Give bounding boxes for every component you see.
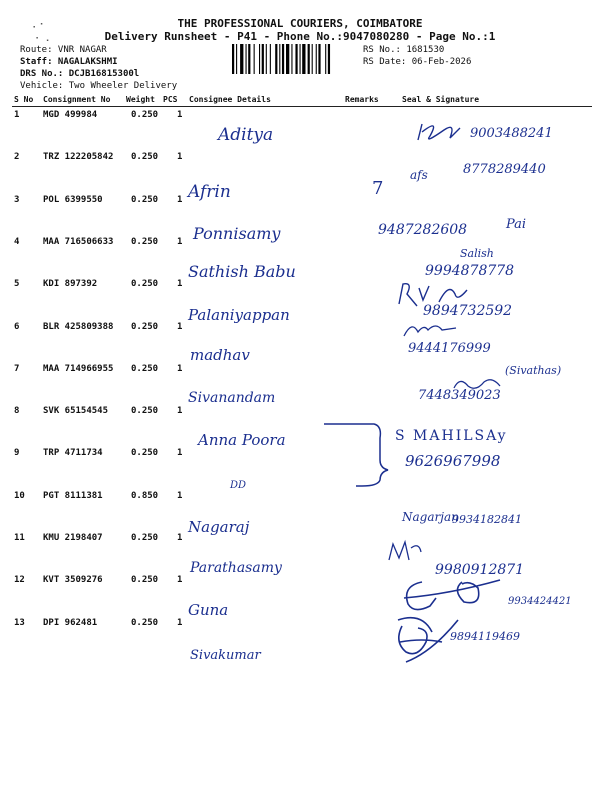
header-rule <box>12 106 592 107</box>
row-weight: 0.250 <box>131 363 159 374</box>
row-consignment: BLR 425809388 <box>43 321 114 332</box>
row-weight: 0.250 <box>131 194 159 205</box>
handwritten-phone: 9894119469 <box>450 630 520 643</box>
remark-mark: 7 <box>372 178 384 199</box>
row-weight: 0.250 <box>131 321 159 332</box>
document-title: THE PROFESSIONAL COURIERS, COIMBATORE <box>177 17 423 30</box>
handwritten-phone: 9994878778 <box>425 263 515 279</box>
row-pcs: 1 <box>177 152 183 163</box>
col-sno: S No <box>14 95 34 104</box>
handwritten-note: Salish <box>460 247 494 260</box>
row-pcs: 1 <box>177 617 183 628</box>
route-label: Route: VNR NAGAR <box>20 45 107 55</box>
drs-label: DRS No.: DCJB16815300l <box>20 69 140 79</box>
handwritten-name: Ponnisamy <box>193 224 281 243</box>
handwritten-name: Afrin <box>188 182 231 202</box>
handwritten-note: Nagarjan <box>402 510 459 524</box>
handwritten-note: (Sivathas) <box>505 364 562 377</box>
row-sno: 12 <box>14 575 25 586</box>
row-consignment: TRP 4711734 <box>43 448 103 459</box>
signature-scribble <box>402 318 462 340</box>
handwritten-name: madhav <box>190 346 250 364</box>
handwritten-phone: 9487282608 <box>378 222 468 238</box>
col-consignment: Consignment No <box>43 95 111 104</box>
handwritten-name: Aditya <box>218 125 274 145</box>
row-consignment: MAA 714966955 <box>43 363 114 374</box>
row-sno: 11 <box>14 533 25 543</box>
signature-scribble <box>395 280 475 310</box>
row-weight: 0.250 <box>131 152 159 163</box>
row-sno: 2 <box>14 152 20 163</box>
row-consignment: PGT 8111381 <box>43 490 103 501</box>
row-sno: 1 <box>14 110 20 120</box>
row-sno: 5 <box>14 279 20 290</box>
col-weight: Weight <box>126 95 155 104</box>
col-signature: Seal & Signature <box>402 95 480 104</box>
row-sno: 13 <box>14 617 25 628</box>
row-sno: 6 <box>14 321 20 332</box>
handwritten-phone: 9444176999 <box>408 341 491 356</box>
row-weight: 0.250 <box>131 575 159 586</box>
handwritten-name: Guna <box>188 601 229 619</box>
handwritten-note: Pai <box>506 217 527 232</box>
handwritten-name: DD <box>230 480 247 491</box>
col-pcs: PCS <box>163 95 178 104</box>
row-sno: 8 <box>14 406 20 417</box>
row-consignment: KMU 2198407 <box>43 533 103 543</box>
handwritten-phone: 9980912871 <box>435 562 525 578</box>
scan-marks: ⠂⠁ ⠐ ⠄ <box>32 23 53 45</box>
row-sno: 7 <box>14 363 20 374</box>
row-consignment: DPI 962481 <box>43 617 98 628</box>
handwritten-note: S MAHILSAy <box>395 428 508 444</box>
handwritten-name: Parathasamy <box>190 560 282 576</box>
row-sno: 4 <box>14 236 20 247</box>
row-pcs: 1 <box>177 406 183 417</box>
handwritten-name: Sivanandam <box>188 390 276 406</box>
handwritten-name: Anna Poora <box>198 431 286 449</box>
row-consignment: TRZ 122205842 <box>43 152 114 163</box>
row-sno: 10 <box>14 490 25 501</box>
handwritten-name: Sivakumar <box>190 648 261 663</box>
row-weight: 0.250 <box>131 236 159 247</box>
bracket-mark <box>322 420 392 490</box>
barcode <box>232 44 360 74</box>
row-consignment: MGD 499984 <box>43 110 98 120</box>
row-sno: 9 <box>14 448 20 459</box>
signature-scribble <box>400 576 515 616</box>
signature-scribble <box>400 118 470 148</box>
row-consignment: SVK 65154545 <box>43 406 109 417</box>
vehicle-label: Vehicle: Two Wheeler Delivery <box>20 81 178 91</box>
signature-scribble <box>385 538 425 566</box>
row-pcs: 1 <box>177 279 183 290</box>
row-weight: 0.250 <box>131 617 159 628</box>
row-pcs: 1 <box>177 110 183 120</box>
row-pcs: 1 <box>177 194 183 205</box>
handwritten-name: Palaniyappan <box>188 306 290 324</box>
row-consignment: POL 6399550 <box>43 194 103 205</box>
signature-scribble <box>392 612 462 667</box>
row-weight: 0.250 <box>131 406 159 417</box>
row-pcs: 1 <box>177 448 183 459</box>
row-consignment: KDI 897392 <box>43 279 98 290</box>
row-pcs: 1 <box>177 490 183 501</box>
handwritten-name: Sathish Babu <box>188 262 296 281</box>
handwritten-phone: 8778289440 <box>463 162 546 177</box>
row-pcs: 1 <box>177 533 183 543</box>
document-subtitle: Delivery Runsheet - P41 - Phone No.:9047080280 - Page No.:1 <box>104 30 496 43</box>
rs-date: RS Date: 06-Feb-2026 <box>363 57 472 67</box>
row-pcs: 1 <box>177 321 183 332</box>
row-pcs: 1 <box>177 575 183 586</box>
handwritten-phone: 9934424421 <box>508 596 572 607</box>
handwritten-name: Nagaraj <box>188 518 250 536</box>
handwritten-phone: 9934182841 <box>452 513 522 526</box>
handwritten-phone: 9626967998 <box>405 452 501 470</box>
row-consignment: KVT 3509276 <box>43 575 103 586</box>
row-consignment: MAA 716506633 <box>43 236 114 247</box>
row-weight: 0.250 <box>131 448 159 459</box>
handwritten-note: afs <box>410 168 428 182</box>
handwritten-phone: 9894732592 <box>423 303 513 319</box>
col-remarks: Remarks <box>345 95 379 104</box>
row-weight: 0.250 <box>131 279 159 290</box>
row-weight: 0.250 <box>131 533 159 543</box>
row-weight: 0.850 <box>131 490 159 501</box>
row-pcs: 1 <box>177 236 183 247</box>
signature-scribble <box>450 374 510 394</box>
row-weight: 0.250 <box>131 110 159 120</box>
handwritten-phone: 7448349023 <box>418 388 501 403</box>
handwritten-phone: 9003488241 <box>470 126 553 141</box>
row-pcs: 1 <box>177 363 183 374</box>
rs-number: RS No.: 1681530 <box>363 45 445 55</box>
row-sno: 3 <box>14 194 20 205</box>
col-consignee: Consignee Details <box>189 95 271 104</box>
staff-label: Staff: NAGALAKSHMI <box>20 57 118 67</box>
